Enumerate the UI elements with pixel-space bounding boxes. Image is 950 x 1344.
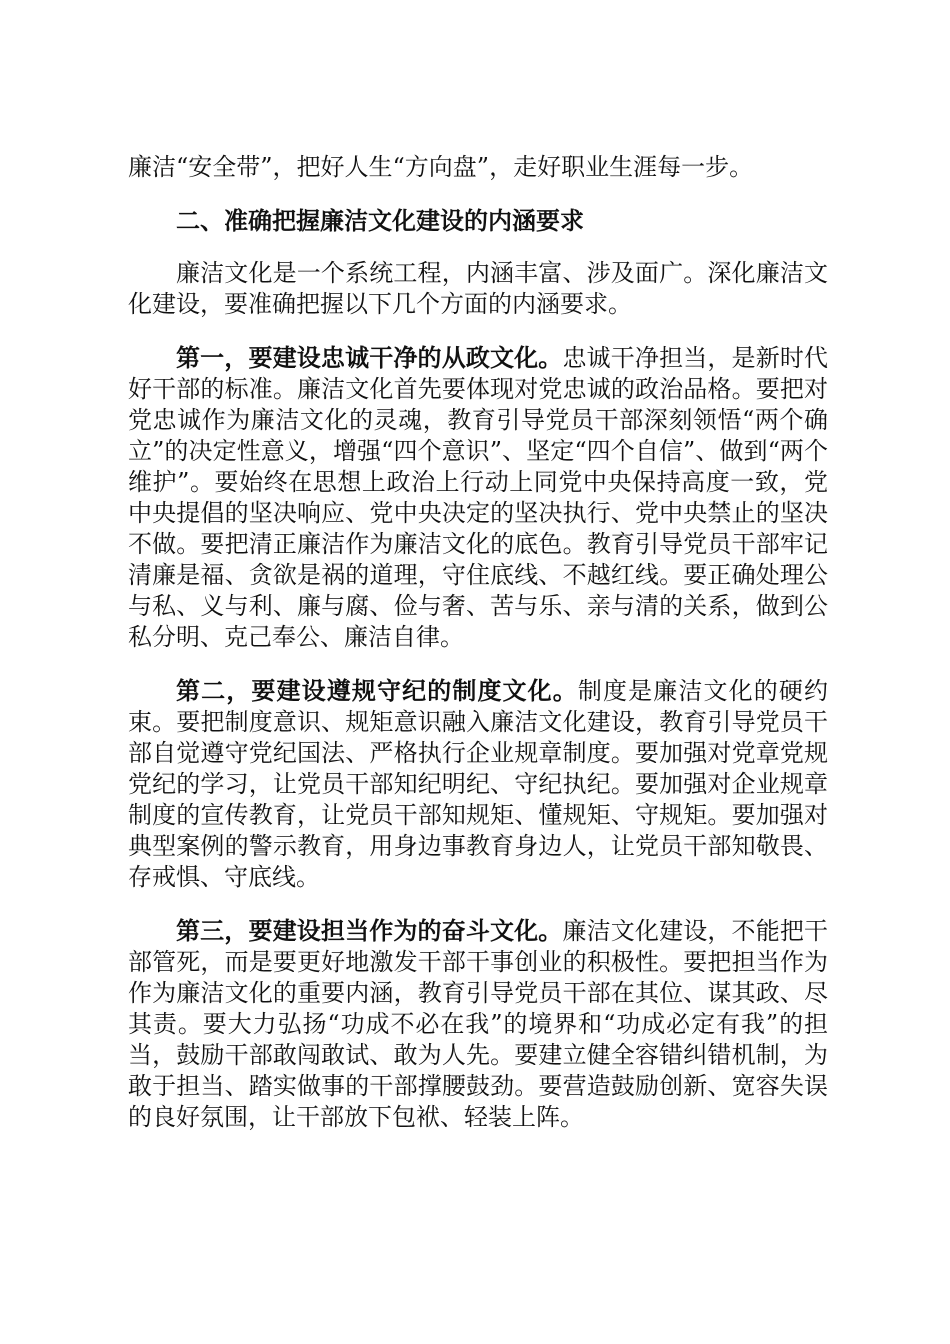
point-body-2: 制度是廉洁文化的硬约束。要把制度意识、规矩意识融入廉洁文化建设，教育引导党员干部自觉遵守党纪国法、严格执行企业规章制度。要加强对党章党规党纪的学习，让党员干部知纪明纪、守纪执纪。要加强对企业规章制度的宣传教育，让党员干部知规矩、懂规矩、守规矩。要加强对典型案例的警示教育，用身边事教育身边人，让党员干部知敬畏、存戒惧、守底线。 bbox=[128, 677, 829, 891]
point-paragraph-2 bbox=[128, 675, 828, 893]
intro-paragraph: 廉洁文化是一个系统工程，内涵丰富、涉及面广。深化廉洁文化建设，要准确把握以下几个方面的内涵要求。 bbox=[128, 259, 828, 318]
point-body-1: 忠诚干净担当，是新时代好干部的标准。廉洁文化首先要体现对党忠诚的政治品格。要把对党忠诚作为廉洁文化的灵魂，教育引导党员干部深刻领悟“两个确立”的决定性意义，增强“四个意识”、坚定“四个自信”、做到“两个维护”。要始终在思想上政治上行动上同党中央保持高度一致，党中央提倡的坚决响应、党中央决定的坚决执行、党中央禁止的坚决不做。要把清正廉洁作为廉洁文化的底色。教育引导党员干部牢记清廉是福、贪欲是祸的道理，守住底线、不越红线。要正确处理公与私、义与利、廉与腐、俭与奢、苦与乐、亲与清的关系，做到公私分明、克己奉公、廉洁自律。 bbox=[128, 344, 829, 651]
point-lead-1: 第一，要建设忠诚干净的从政文化。 bbox=[176, 343, 563, 372]
point-lead-3: 第三，要建设担当作为的奋斗文化。 bbox=[176, 916, 563, 945]
point-lead-2: 第二，要建设遵规守纪的制度文化。 bbox=[176, 676, 578, 705]
point-paragraph-3 bbox=[128, 915, 828, 1133]
point-paragraph-1 bbox=[128, 342, 828, 653]
document-page bbox=[128, 152, 828, 1155]
point-body-3: 廉洁文化建设，不能把干部管死，而是要更好地激发干部干事创业的积极性。要把担当作为作为廉洁文化的重要内涵，教育引导党员干部在其位、谋其政、尽其责。要大力弘扬“功成不必在我”的境界和“功成必定有我”的担当，鼓励干部敢闯敢试、敢为人先。要建立健全容错纠错机制，为敢于担当、踏实做事的干部撑腰鼓劲。要营造鼓励创新、宽容失误的良好氛围，让干部放下包袱、轻装上阵。 bbox=[128, 917, 829, 1131]
section-heading: 二、准确把握廉洁文化建设的内涵要求 bbox=[176, 206, 584, 235]
continuation-paragraph: 廉洁“安全带”，把好人生“方向盘”，走好职业生涯每一步。 bbox=[128, 153, 754, 181]
